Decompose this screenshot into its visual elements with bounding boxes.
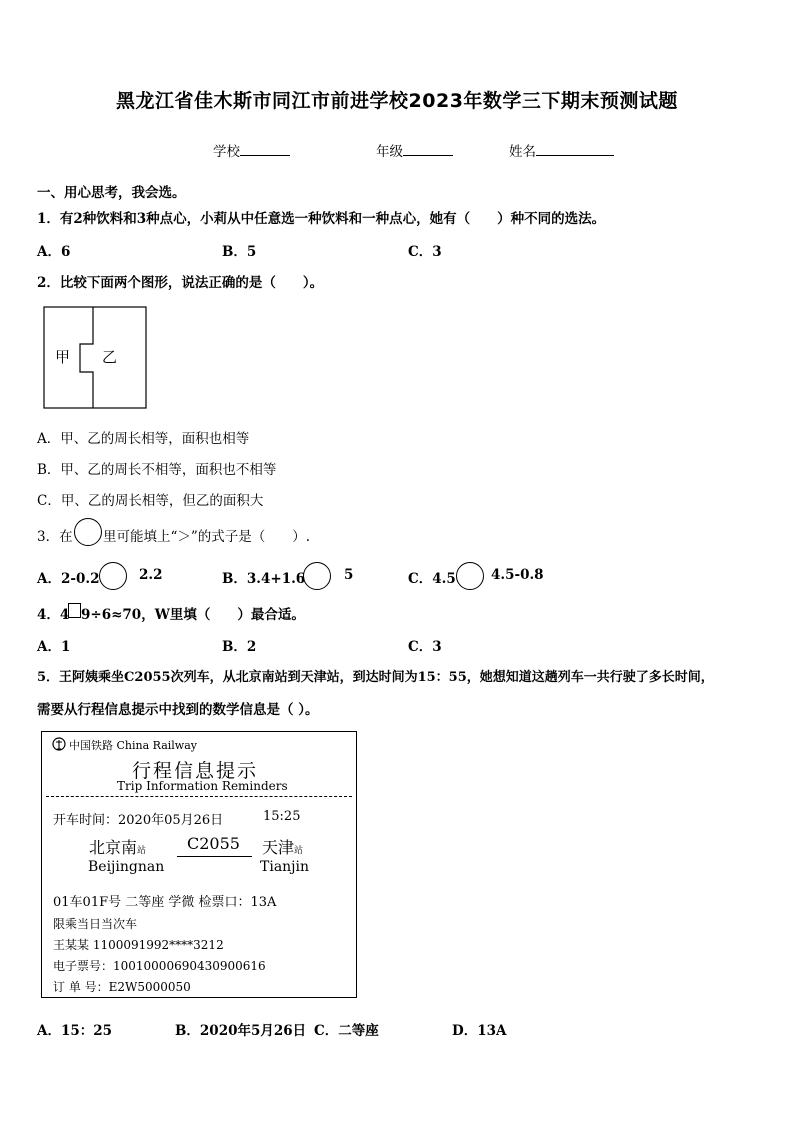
ticket-to-station-suffix: 站 — [294, 846, 304, 856]
ticket-eticket-number: 电子票号：10010000690430900616 — [53, 959, 266, 973]
grade-label: 年级 — [376, 144, 403, 160]
section-heading: 一、用心思考，我会选。 — [37, 185, 186, 201]
q3-option-a-circle — [99, 562, 127, 590]
ticket-order-number: 订 单 号：E2W5000050 — [53, 980, 191, 994]
grade-blank — [403, 142, 453, 156]
school-blank — [240, 142, 290, 156]
trip-info-ticket — [41, 731, 357, 998]
china-railway-logo-icon — [52, 737, 66, 751]
q3-option-c-label: C．4.5 — [408, 571, 456, 587]
q3-option-b-circle — [303, 562, 331, 590]
ticket-train-number: C2055 — [187, 834, 240, 853]
ticket-limit: 限乘当日当次车 — [53, 917, 138, 931]
q3-option-c-circle — [456, 562, 484, 590]
q3-option-a-label: A．2-0.2 — [37, 571, 100, 587]
question-1: 1．有2种饮料和3种点心，小莉从中任意选一种饮料和一种点心，她有（ ）种不同的选法。 — [37, 211, 606, 227]
ticket-passenger: 王某某 1100091992****3212 — [53, 938, 224, 952]
q3-option-b-label: B．3.4+1.6 — [222, 571, 306, 587]
q3-blank-circle — [74, 518, 102, 546]
q3-option-a-right: 2.2 — [139, 567, 163, 583]
question-5-line2: 需要从行程信息提示中找到的数学信息是（ ）。 — [37, 702, 319, 718]
q2-option-c: C．甲、乙的周长相等，但乙的面积大 — [37, 493, 264, 509]
ticket-brand: 中国铁路 China Railway — [69, 739, 197, 752]
q3-option-c-right: 4.5-0.8 — [491, 567, 544, 583]
school-field — [213, 140, 290, 160]
name-field — [509, 140, 614, 160]
q5-option-d: D．13A — [452, 1023, 507, 1039]
q2-option-b: B．甲、乙的周长不相等，面积也不相等 — [37, 462, 277, 478]
ticket-train-underline — [177, 856, 252, 857]
q4-option-a: A．1 — [37, 639, 71, 655]
q2-option-a: A．甲、乙的周长相等，面积也相等 — [37, 431, 250, 447]
name-label: 姓名 — [509, 144, 536, 160]
ticket-seat-info: 01车01F号 二等座 学微 检票口：13A — [53, 895, 277, 910]
q1-option-b: B．5 — [222, 244, 257, 260]
school-label: 学校 — [213, 144, 240, 160]
question-5-line1: 5．王阿姨乘坐C2055次列车，从北京南站到天津站，到达时间为15：55，她想知道这趟列车一共行驶了多长时间， — [37, 670, 714, 685]
ticket-from-en: Beijingnan — [88, 859, 165, 875]
ticket-depart-time: 15:25 — [263, 809, 301, 824]
q3-option-b-right: 5 — [344, 567, 354, 583]
q5-option-c: C．二等座 — [314, 1023, 379, 1039]
q3-suffix: 里可能填上“＞”的式子是（ ）. — [103, 529, 311, 545]
question-3 — [37, 525, 73, 545]
q5-option-a: A．15：25 — [37, 1023, 113, 1039]
ticket-depart-date: 开车时间：2020年05月26日 — [53, 813, 224, 828]
ticket-divider — [46, 796, 352, 797]
shape-label-jia: 甲 — [55, 348, 71, 366]
q3-prefix: 3．在 — [37, 529, 73, 545]
grade-field — [376, 140, 453, 160]
ticket-to-station — [262, 835, 303, 858]
shape-comparison-figure — [43, 306, 147, 410]
q4-blank-square — [68, 603, 81, 618]
q4-prefix: 4．4 — [37, 607, 70, 623]
ticket-to-cn: 天津 — [262, 838, 295, 857]
page-title: 黑龙江省佳木斯市同江市前进学校2023年数学三下期末预测试题 — [116, 90, 678, 112]
ticket-heading-cn: 行程信息提示 — [132, 760, 259, 782]
name-blank — [536, 142, 614, 156]
ticket-from-cn: 北京南 — [89, 838, 138, 857]
ticket-from-station-suffix: 站 — [137, 846, 147, 856]
ticket-to-en: Tianjin — [260, 859, 310, 875]
question-2: 2．比较下面两个图形，说法正确的是（ ）。 — [37, 275, 324, 291]
q1-option-c: C．3 — [408, 244, 442, 260]
q1-option-a: A．6 — [37, 244, 71, 260]
shape-label-yi: 乙 — [102, 348, 118, 366]
ticket-heading-en: Trip Information Reminders — [117, 779, 288, 793]
q4-option-c: C．3 — [408, 639, 442, 655]
q4-option-b: B．2 — [222, 639, 257, 655]
ticket-from-station — [89, 835, 146, 858]
q5-option-b: B．2020年5月26日 — [175, 1023, 307, 1039]
q4-suffix: 9÷6≈70，W里填（ ）最合适。 — [81, 607, 305, 623]
